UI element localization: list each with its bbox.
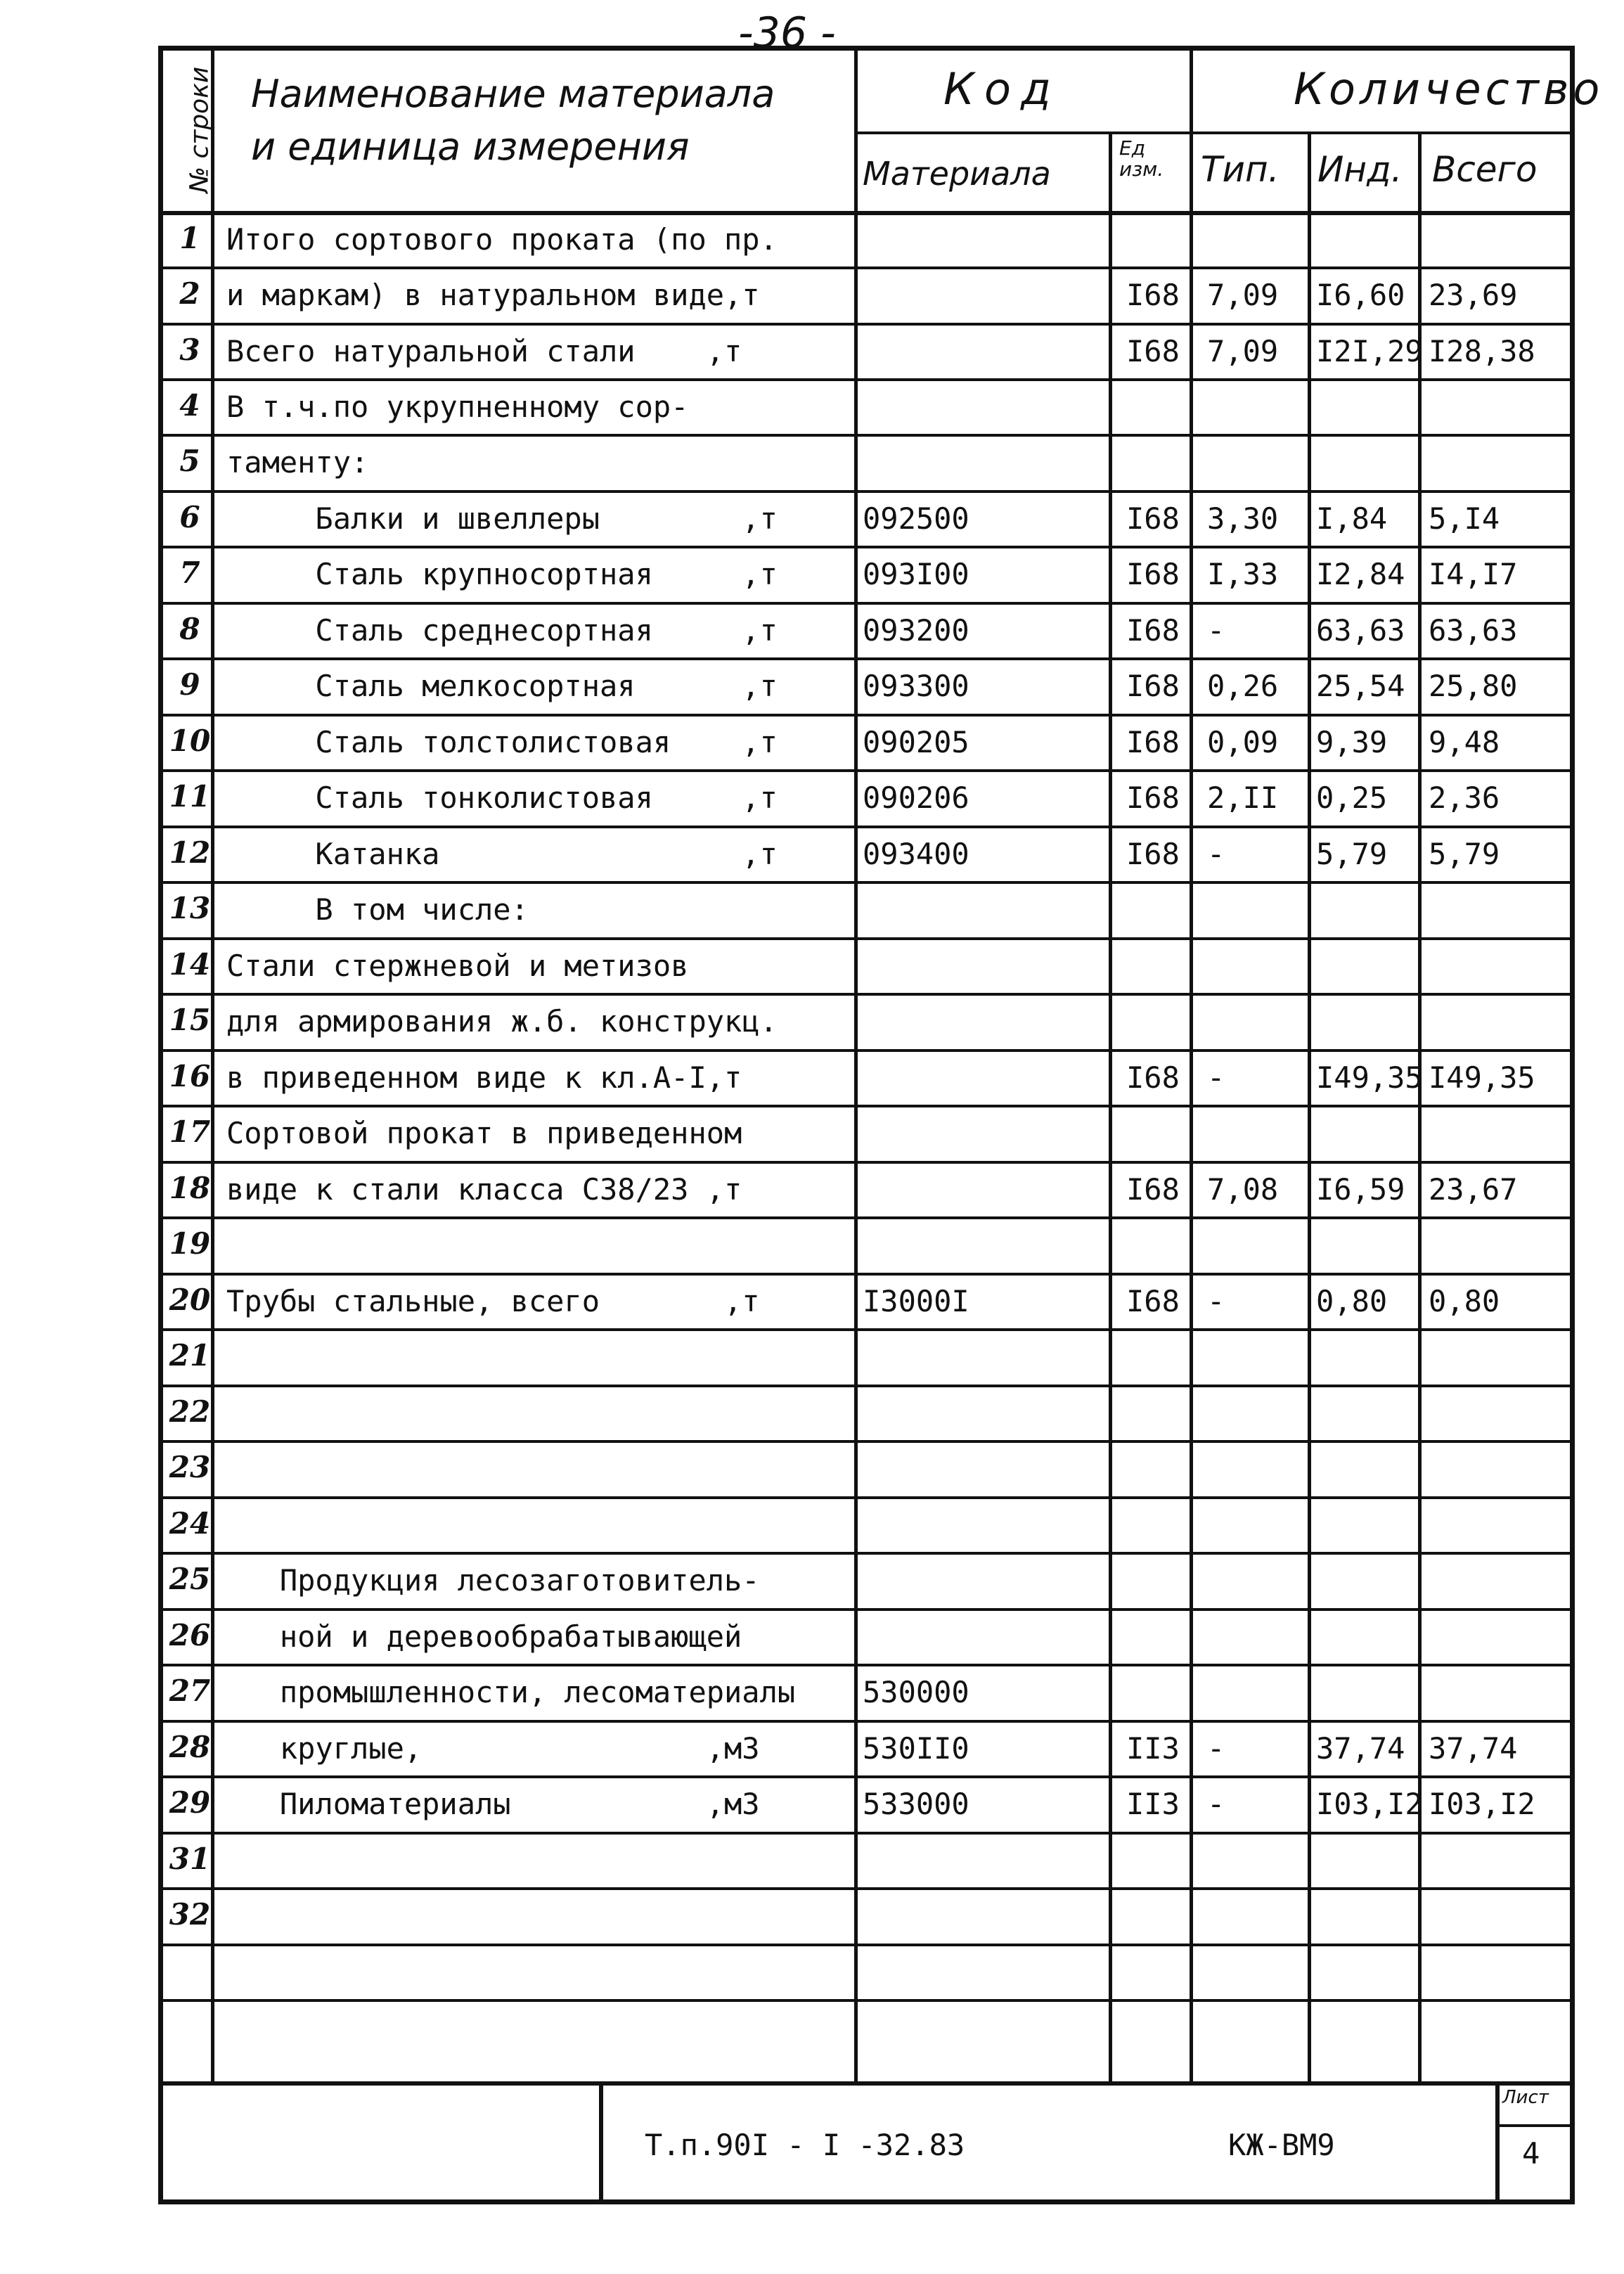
qty-total: 25,80 [1429, 669, 1518, 703]
header-code-material: Материала [863, 155, 1051, 193]
header-bottom-line [163, 211, 1570, 215]
qty-individual: 25,54 [1316, 669, 1405, 703]
material-name: Сталь среднесортная ,т [226, 613, 778, 648]
row-number: 13 [169, 891, 211, 925]
row-number: 32 [169, 1897, 211, 1932]
row-divider [163, 1105, 1570, 1107]
row-number: 26 [169, 1618, 211, 1652]
qty-individual: I49,35 [1316, 1060, 1423, 1095]
row-number: 28 [169, 1730, 211, 1764]
qty-total: 2,36 [1429, 781, 1500, 815]
material-code: 093200 [863, 613, 969, 648]
unit-code: I68 [1126, 781, 1180, 815]
qty-individual: I,84 [1316, 501, 1388, 536]
material-name: Трубы стальные, всего ,т [226, 1284, 760, 1318]
row-divider [163, 1608, 1570, 1611]
row-divider [163, 434, 1570, 437]
qty-individual: I2I,29 [1316, 334, 1423, 368]
row-number: 6 [179, 500, 200, 534]
row-divider [163, 937, 1570, 940]
row-number: 15 [169, 1003, 211, 1037]
document-code: Т.п.90I - I -32.83 [645, 2128, 965, 2162]
header-subdivider [854, 131, 1570, 134]
material-name: виде к стали класса С38/23 ,т [226, 1172, 742, 1207]
material-name: ной и деревообрабатывающей [226, 1619, 742, 1654]
row-number: 17 [169, 1114, 211, 1149]
unit-code: I68 [1126, 613, 1180, 648]
header-row-number: № строки [185, 66, 214, 193]
qty-total: 9,48 [1429, 725, 1500, 759]
qty-total: 23,67 [1429, 1172, 1518, 1207]
qty-individual: I6,60 [1316, 278, 1405, 312]
header-qty-ind: Инд. [1317, 149, 1403, 190]
unit-code: I68 [1126, 1060, 1180, 1095]
row-number: 27 [169, 1674, 211, 1708]
material-name: и маркам) в натуральном виде,т [226, 278, 760, 312]
qty-individual: 0,80 [1316, 1284, 1388, 1318]
row-divider [163, 769, 1570, 772]
material-name: промышленности, лесоматериалы [226, 1675, 796, 1709]
row-divider [163, 1328, 1570, 1331]
page-number: -36 - [738, 8, 836, 58]
row-divider [163, 546, 1570, 548]
material-name: Стали стержневой и метизов [226, 949, 689, 983]
qty-individual: I2,84 [1316, 557, 1405, 591]
row-divider [163, 1664, 1570, 1666]
material-code: 093I00 [863, 557, 969, 591]
qty-typical: 0,26 [1207, 669, 1279, 703]
qty-typical: - [1207, 613, 1225, 648]
qty-individual: 37,74 [1316, 1731, 1405, 1766]
row-divider [163, 1161, 1570, 1164]
row-divider [163, 602, 1570, 605]
row-divider [163, 1775, 1570, 1778]
row-divider [163, 1887, 1570, 1890]
material-code: 090205 [863, 725, 969, 759]
row-number: 12 [169, 835, 211, 870]
row-divider [163, 1049, 1570, 1052]
unit-code: II3 [1126, 1787, 1180, 1821]
unit-code: II3 [1126, 1731, 1180, 1766]
unit-code: I68 [1126, 1284, 1180, 1318]
row-divider [163, 881, 1570, 884]
qty-typical: 3,30 [1207, 501, 1279, 536]
unit-code: I68 [1126, 557, 1180, 591]
header-qty-typ: Тип. [1201, 149, 1280, 190]
row-number: 19 [169, 1226, 211, 1261]
material-code: 093400 [863, 837, 969, 871]
row-number: 16 [169, 1059, 211, 1093]
sheet-label: Лист [1502, 2087, 1549, 2108]
material-code: 090206 [863, 781, 969, 815]
unit-code: I68 [1126, 837, 1180, 871]
row-number: 7 [179, 555, 200, 590]
material-name: Пиломатериалы ,м3 [226, 1787, 760, 1821]
qty-individual: I03,I2 [1316, 1787, 1423, 1821]
row-number: 4 [179, 388, 200, 423]
qty-total: 23,69 [1429, 278, 1518, 312]
material-code: 533000 [863, 1787, 969, 1821]
row-number: 10 [169, 724, 211, 758]
row-divider [163, 714, 1570, 717]
material-name: Сталь мелкосортная ,т [226, 669, 778, 703]
qty-individual: 0,25 [1316, 781, 1388, 815]
row-divider [163, 1999, 1570, 2002]
header-qty-total: Всего [1432, 149, 1538, 190]
unit-code: I68 [1126, 1172, 1180, 1207]
material-name: в приведенном виде к кл.А-I,т [226, 1060, 742, 1095]
sheet-number: 4 [1522, 2136, 1540, 2171]
qty-total: 5,79 [1429, 837, 1500, 871]
material-name: Итого сортового проката (по пр. [226, 222, 778, 257]
qty-total: 0,80 [1429, 1284, 1500, 1318]
unit-code: I68 [1126, 334, 1180, 368]
row-divider [163, 657, 1570, 660]
qty-total: I4,I7 [1429, 557, 1518, 591]
material-code: I3000I [863, 1284, 969, 1318]
material-code: 530000 [863, 1675, 969, 1709]
row-number: 20 [169, 1283, 211, 1317]
qty-typical: - [1207, 1060, 1225, 1095]
qty-typical: - [1207, 1787, 1225, 1821]
material-name: круглые, ,м3 [226, 1731, 760, 1766]
row-number: 8 [179, 612, 200, 646]
specification-table [158, 46, 1604, 2204]
header-code-unit: Ед изм. [1119, 136, 1164, 181]
qty-total: I28,38 [1429, 334, 1535, 368]
material-name: Продукция лесозаготовитель- [226, 1563, 760, 1598]
qty-typical: 2,II [1207, 781, 1279, 815]
qty-total: I49,35 [1429, 1060, 1535, 1095]
row-divider [163, 323, 1570, 326]
row-number: 18 [169, 1171, 211, 1205]
material-name: таменту: [226, 445, 369, 480]
row-divider [163, 1944, 1570, 1946]
row-divider [163, 1720, 1570, 1723]
row-number: 23 [169, 1450, 211, 1484]
row-divider [163, 826, 1570, 828]
row-number: 22 [169, 1394, 211, 1429]
material-code: 530II0 [863, 1731, 969, 1766]
material-name: Сортовой прокат в приведенном [226, 1116, 742, 1150]
row-divider [163, 266, 1570, 269]
material-name: Катанка ,т [226, 837, 778, 871]
material-name: Сталь толстолистовая ,т [226, 725, 778, 759]
qty-total: 37,74 [1429, 1731, 1518, 1766]
material-name: Балки и швеллеры ,т [226, 501, 778, 536]
row-divider [163, 1832, 1570, 1835]
unit-code: I68 [1126, 501, 1180, 536]
unit-code: I68 [1126, 669, 1180, 703]
material-code: 093300 [863, 669, 969, 703]
qty-typical: 7,09 [1207, 278, 1279, 312]
row-number: 21 [169, 1338, 211, 1373]
row-number: 5 [179, 444, 200, 478]
qty-total: 63,63 [1429, 613, 1518, 648]
qty-typical: I,33 [1207, 557, 1279, 591]
row-divider [163, 1552, 1570, 1555]
row-number: 11 [169, 779, 211, 814]
row-number: 2 [179, 276, 200, 311]
title-block-divider-right [1495, 2086, 1500, 2199]
row-divider [163, 1440, 1570, 1443]
qty-individual: 5,79 [1316, 837, 1388, 871]
qty-typical: - [1207, 1731, 1225, 1766]
row-divider [163, 378, 1570, 381]
title-block [163, 2081, 1570, 2199]
qty-typical: 0,09 [1207, 725, 1279, 759]
row-divider [163, 1496, 1570, 1499]
row-number: 29 [169, 1785, 211, 1820]
header-code: Код [943, 63, 1061, 115]
qty-individual: I6,59 [1316, 1172, 1405, 1207]
title-block-sheet-divider [1495, 2124, 1570, 2127]
material-name: В том числе: [226, 892, 529, 927]
material-name: Сталь крупносортная ,т [226, 557, 778, 591]
qty-individual: 63,63 [1316, 613, 1405, 648]
qty-individual: 9,39 [1316, 725, 1388, 759]
material-name: Всего натуральной стали ,т [226, 334, 742, 368]
row-number: 9 [179, 667, 200, 702]
header-name-line2: и единица измерения [251, 124, 690, 169]
row-number: 14 [169, 947, 211, 982]
header-name-line1: Наименование материала [251, 72, 775, 116]
qty-total: I03,I2 [1429, 1787, 1535, 1821]
material-name: В т.ч.по укрупненному сор- [226, 390, 689, 424]
row-divider [163, 993, 1570, 996]
unit-code: I68 [1126, 278, 1180, 312]
qty-typical: - [1207, 1284, 1225, 1318]
row-divider [163, 1216, 1570, 1219]
row-number: 3 [179, 333, 200, 367]
drawing-code: КЖ-ВМ9 [1228, 2128, 1335, 2162]
row-number: 31 [169, 1842, 211, 1876]
row-number: 25 [169, 1562, 211, 1596]
qty-typical: 7,09 [1207, 334, 1279, 368]
material-name: для армирования ж.б. конструкц. [226, 1004, 778, 1039]
qty-typical: 7,08 [1207, 1172, 1279, 1207]
material-code: 092500 [863, 501, 969, 536]
qty-typical: - [1207, 837, 1225, 871]
qty-total: 5,I4 [1429, 501, 1500, 536]
row-divider [163, 490, 1570, 493]
title-block-divider-left [599, 2086, 603, 2199]
row-divider [163, 1273, 1570, 1276]
header-quantity: Количество [1294, 63, 1604, 115]
row-number: 1 [179, 221, 200, 255]
row-divider [163, 1385, 1570, 1387]
row-number: 24 [169, 1506, 211, 1541]
unit-code: I68 [1126, 725, 1180, 759]
material-name: Сталь тонколистовая ,т [226, 781, 778, 815]
